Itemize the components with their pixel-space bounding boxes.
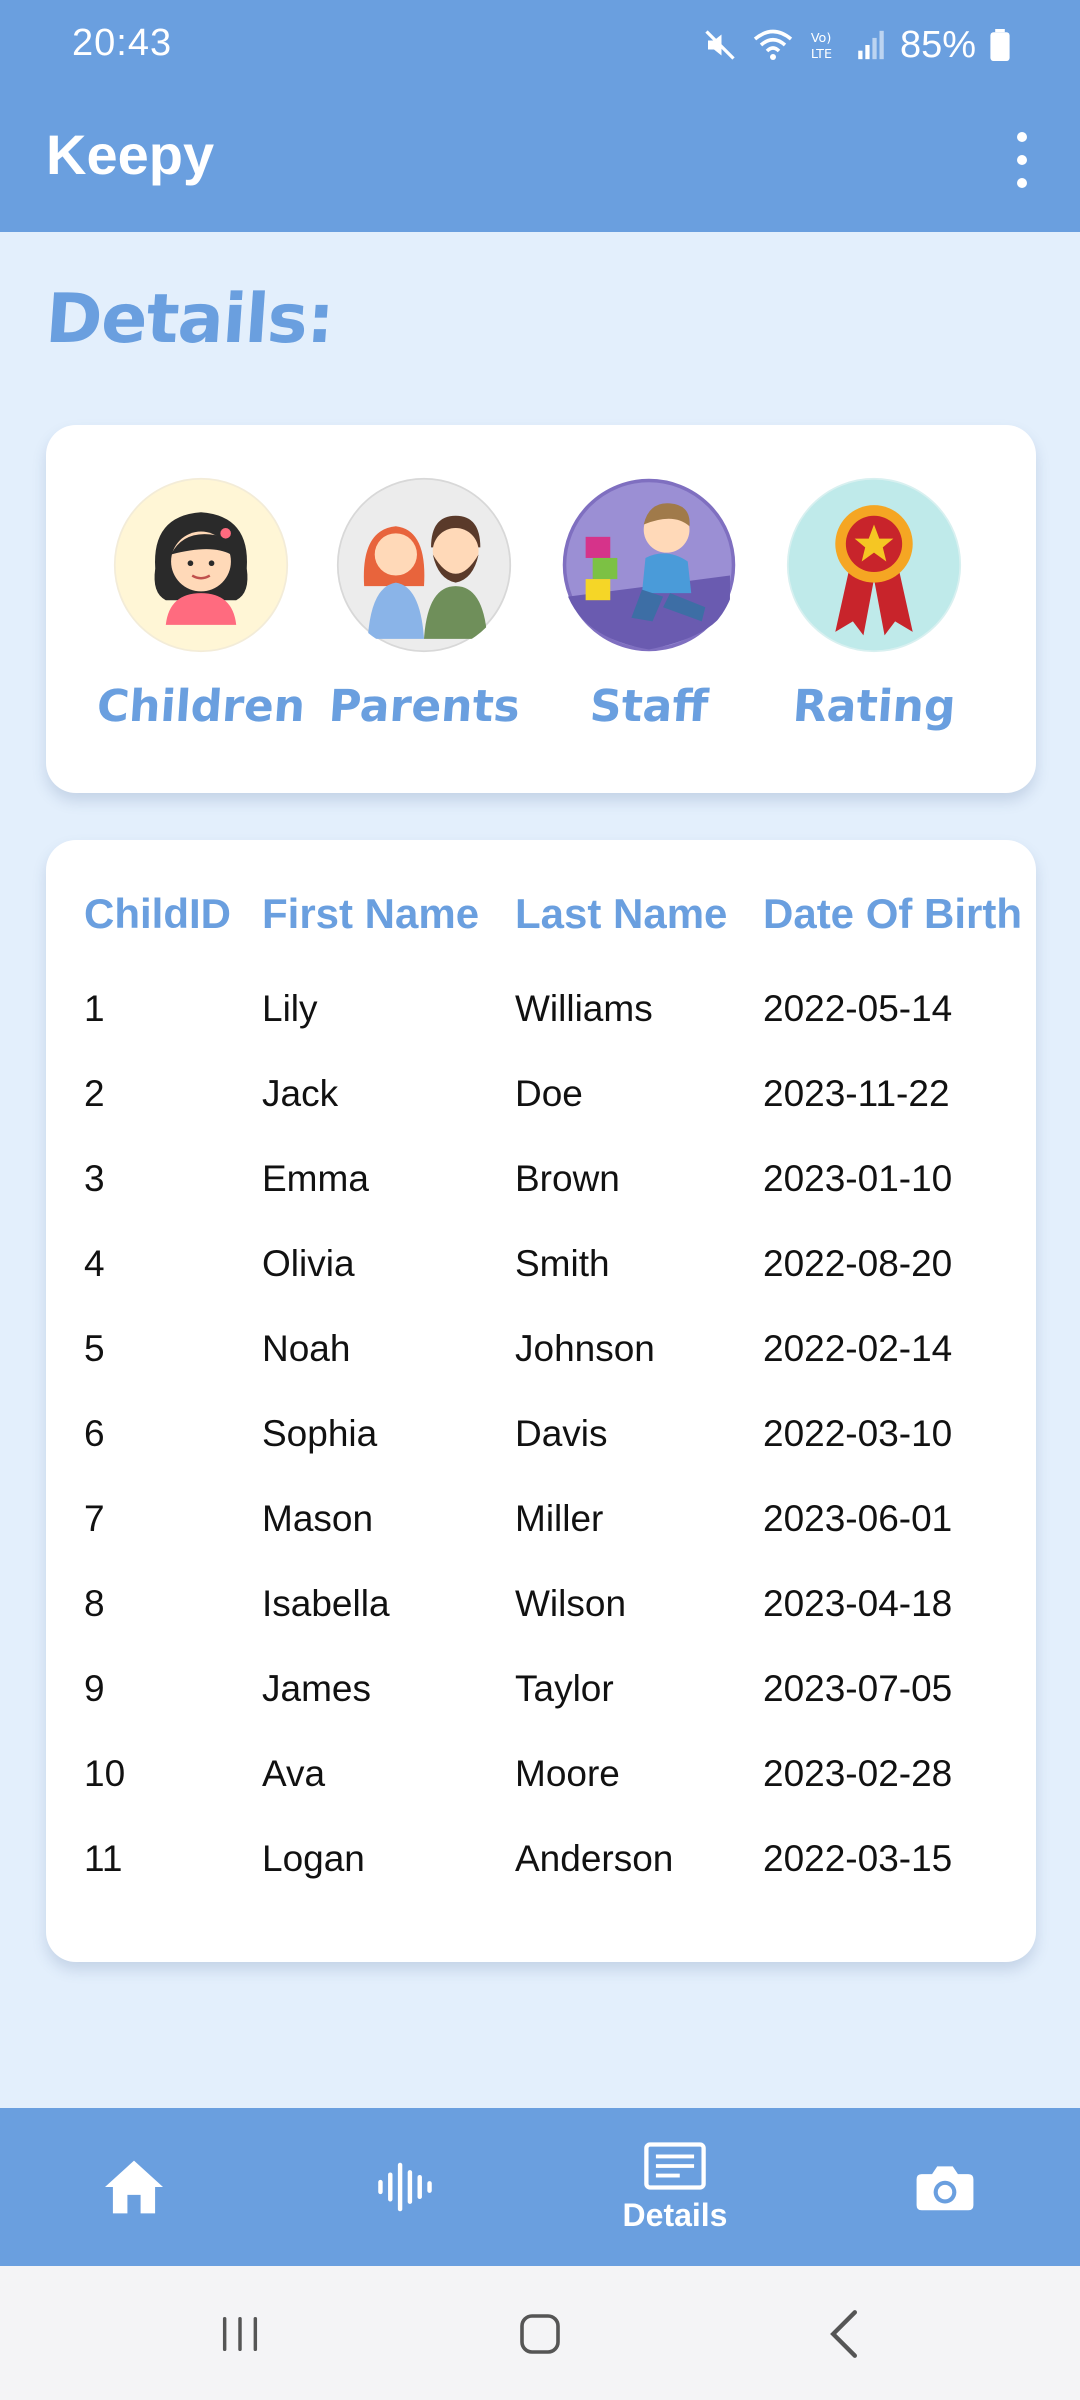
cell-last-name: Moore [515,1753,620,1794]
signal-icon [856,28,886,62]
cell-child-id: 10 [84,1753,126,1794]
parents-avatar-icon [336,477,512,653]
battery-percentage: 85% [899,23,976,66]
cell-date-of-birth: 2023-04-18 [763,1583,953,1624]
svg-text:Vo): Vo) [810,31,832,47]
wifi-icon [752,27,794,63]
cell-date-of-birth: 2022-05-14 [763,988,953,1029]
back-chevron-icon [822,2308,866,2360]
table-header [46,890,1036,960]
nav-details-label: Details [622,2196,728,2233]
rating-medal-icon [786,477,962,653]
nav-home[interactable] [34,2108,234,2266]
cell-last-name: Miller [515,1498,604,1539]
cell-child-id: 5 [84,1328,105,1369]
cell-date-of-birth: 2022-08-20 [763,1243,953,1284]
cell-first-name: Noah [262,1328,351,1369]
app-bar [0,110,1080,220]
cell-child-id: 7 [84,1498,105,1539]
cell-child-id: 3 [84,1158,105,1199]
cell-child-id: 11 [84,1838,123,1879]
cell-last-name: Williams [515,988,653,1029]
recent-apps-button[interactable] [200,2302,280,2366]
cell-last-name: Taylor [515,1668,614,1709]
category-children[interactable] [95,477,307,757]
top-bar [0,0,1080,232]
children-table [46,840,1036,1962]
cell-child-id: 1 [84,988,105,1029]
cell-first-name: Ava [262,1753,326,1794]
cell-last-name: Brown [515,1158,620,1199]
cell-first-name: Emma [262,1158,369,1199]
table-row[interactable] [46,1753,1036,1823]
cell-child-id: 8 [84,1583,105,1624]
cell-date-of-birth: 2022-03-15 [763,1838,953,1879]
category-label-rating: Rating [790,681,958,732]
audio-waveform-icon [375,2160,435,2214]
cell-last-name: Smith [515,1243,610,1284]
table-row[interactable] [46,1668,1036,1738]
cell-first-name: Jack [262,1073,339,1114]
back-button[interactable] [804,2302,884,2366]
status-bar [0,0,1080,92]
category-label-staff: Staff [588,681,710,732]
nav-camera[interactable] [845,2108,1045,2266]
cell-last-name: Davis [515,1413,608,1454]
child-avatar-icon [113,477,289,653]
nav-audio[interactable] [305,2108,505,2266]
table-row[interactable] [46,1328,1036,1398]
header-last-name[interactable]: Last Name [515,890,728,937]
cell-first-name: Isabella [262,1583,390,1624]
svg-text:LTE: LTE [810,46,832,62]
category-card [46,425,1036,793]
cell-child-id: 6 [84,1413,105,1454]
category-label-parents: Parents [326,681,522,732]
header-date-of-birth[interactable]: Date Of Birth [763,890,1023,937]
volte-icon [808,27,842,63]
table-row[interactable] [46,988,1036,1058]
details-document-icon [644,2141,706,2191]
table-row[interactable] [46,1498,1036,1568]
page-heading: Details: [43,280,337,359]
cell-first-name: James [262,1668,371,1709]
system-nav-bar [0,2266,1080,2400]
table-row[interactable] [46,1158,1036,1228]
cell-first-name: Olivia [262,1243,355,1284]
cell-child-id: 9 [84,1668,105,1709]
category-staff[interactable] [554,477,744,757]
cell-date-of-birth: 2023-06-01 [763,1498,953,1539]
table-row[interactable] [46,1073,1036,1143]
staff-avatar-icon [561,477,737,653]
category-rating[interactable] [779,477,969,757]
battery-icon [990,29,1010,61]
table-row[interactable] [46,1583,1036,1653]
nav-details[interactable] [575,2108,775,2266]
cell-last-name: Doe [515,1073,583,1114]
cell-first-name: Sophia [262,1413,378,1454]
cell-child-id: 4 [84,1243,105,1284]
table-row[interactable] [46,1243,1036,1313]
cell-first-name: Lily [262,988,318,1029]
cell-first-name: Mason [262,1498,374,1539]
cell-date-of-birth: 2023-01-10 [763,1158,953,1199]
cell-date-of-birth: 2022-02-14 [763,1328,953,1369]
overflow-menu-button[interactable] [1002,128,1042,192]
cell-last-name: Wilson [515,1583,627,1624]
header-child-id[interactable]: ChildID [84,890,231,937]
status-time: 20:43 [72,22,173,64]
category-label-children: Children [95,681,307,732]
table-row[interactable] [46,1413,1036,1483]
bottom-nav [0,2108,1080,2266]
table-row[interactable] [46,1838,1036,1908]
cell-date-of-birth: 2023-02-28 [763,1753,953,1794]
cell-last-name: Johnson [515,1328,655,1369]
camera-icon [914,2160,976,2214]
home-system-button[interactable] [500,2302,580,2366]
cell-child-id: 2 [84,1073,105,1114]
app-title: Keepy [46,123,215,186]
cell-date-of-birth: 2022-03-10 [763,1413,953,1454]
home-square-icon [516,2310,564,2358]
category-parents[interactable] [326,477,522,757]
more-vert-icon [1017,132,1027,142]
recent-apps-icon [217,2311,263,2357]
cell-date-of-birth: 2023-07-05 [763,1668,953,1709]
status-icons [702,20,1010,70]
header-first-name[interactable]: First Name [262,890,480,937]
cell-first-name: Logan [262,1838,365,1879]
mute-icon [702,27,738,63]
home-icon [102,2158,166,2216]
cell-last-name: Anderson [515,1838,674,1879]
cell-date-of-birth: 2023-11-22 [763,1073,950,1114]
